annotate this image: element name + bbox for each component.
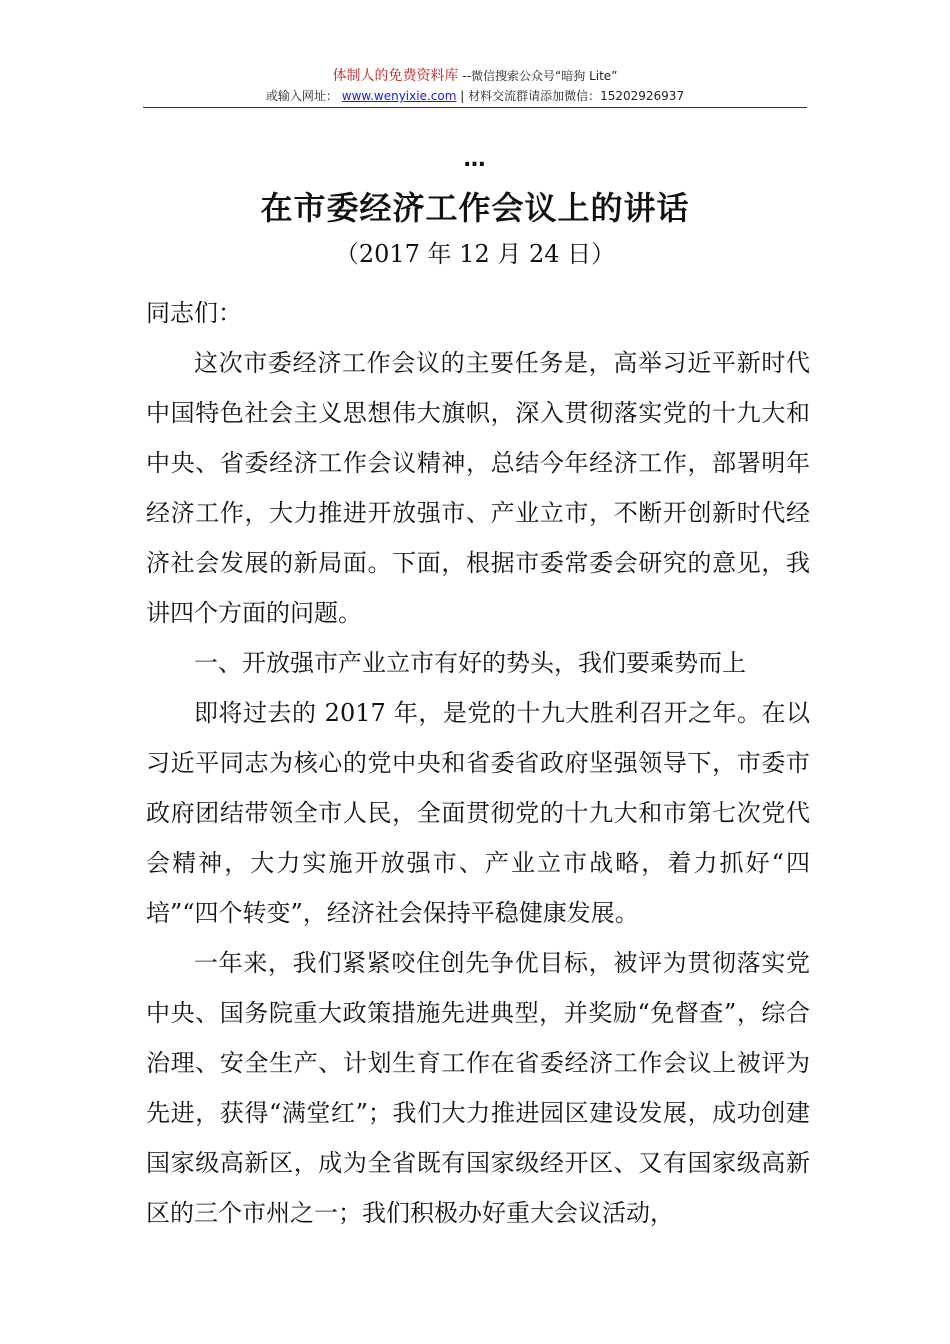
- url-prefix: 或输入网址：: [265, 89, 338, 103]
- paragraph: 一年来，我们紧紧咬住创先争优目标，被评为贯彻落实党中央、国务院重大政策措施先进典型，并奖励“免督查”，综合治理、安全生产、计划生育工作在省委经济工作会议上被评为先进，获得“满堂红”；我们大力推进园区建设发展，成功创建国家级高新区，成为全省既有国家级经开区、又有国家级高新区的三个市州之一；我们积极办好重大会议活动，: [146, 949, 810, 1227]
- header-divider: [143, 107, 807, 108]
- brand-name: 体制人的免费资料库: [332, 68, 459, 84]
- paragraph: 这次市委经济工作会议的主要任务是，高举习近平新时代中国特色社会主义思想伟大旗帜，深入贯彻落实党的十九大和中央、省委经济工作会议精神，总结今年经济工作，部署明年经济工作，大力推进开放强市、产业立市，不断开创新时代经济社会发展的新局面。下面，根据市委常委会研究的意见，我讲四个方面的问题。: [146, 349, 810, 627]
- header-tagline: --微信搜索公众号“暗狗 Lite”: [462, 69, 618, 83]
- document-title: 在市委经济工作会议上的讲话: [260, 189, 690, 227]
- salutation: 同志们：: [146, 299, 242, 327]
- header-line-1: [143, 66, 807, 86]
- section-heading: 一、开放强市产业立市有好的势头，我们要乘势而上: [194, 649, 746, 677]
- document-date: （2017 年 12 月 24 日）: [334, 240, 616, 268]
- paragraph: 即将过去的 2017 年，是党的十九大胜利召开之年。在以习近平同志为核心的党中央和省委省政府坚强领导下，市委市政府团结带领全市人民，全面贯彻党的十九大和市第七次党代会精神，大力实施开放强市、产业立市战略，着力抓好“四培”“四个转变”，经济社会保持平稳健康发展。: [146, 699, 810, 927]
- page-header: [143, 66, 807, 106]
- contact-info: | 材料交流群请添加微信：15202926937: [460, 89, 685, 103]
- header-line-2: [143, 86, 807, 106]
- website-link[interactable]: www.wenyixie.com: [341, 89, 457, 103]
- document-body: [146, 288, 810, 1238]
- ellipsis-mark: …: [463, 147, 487, 172]
